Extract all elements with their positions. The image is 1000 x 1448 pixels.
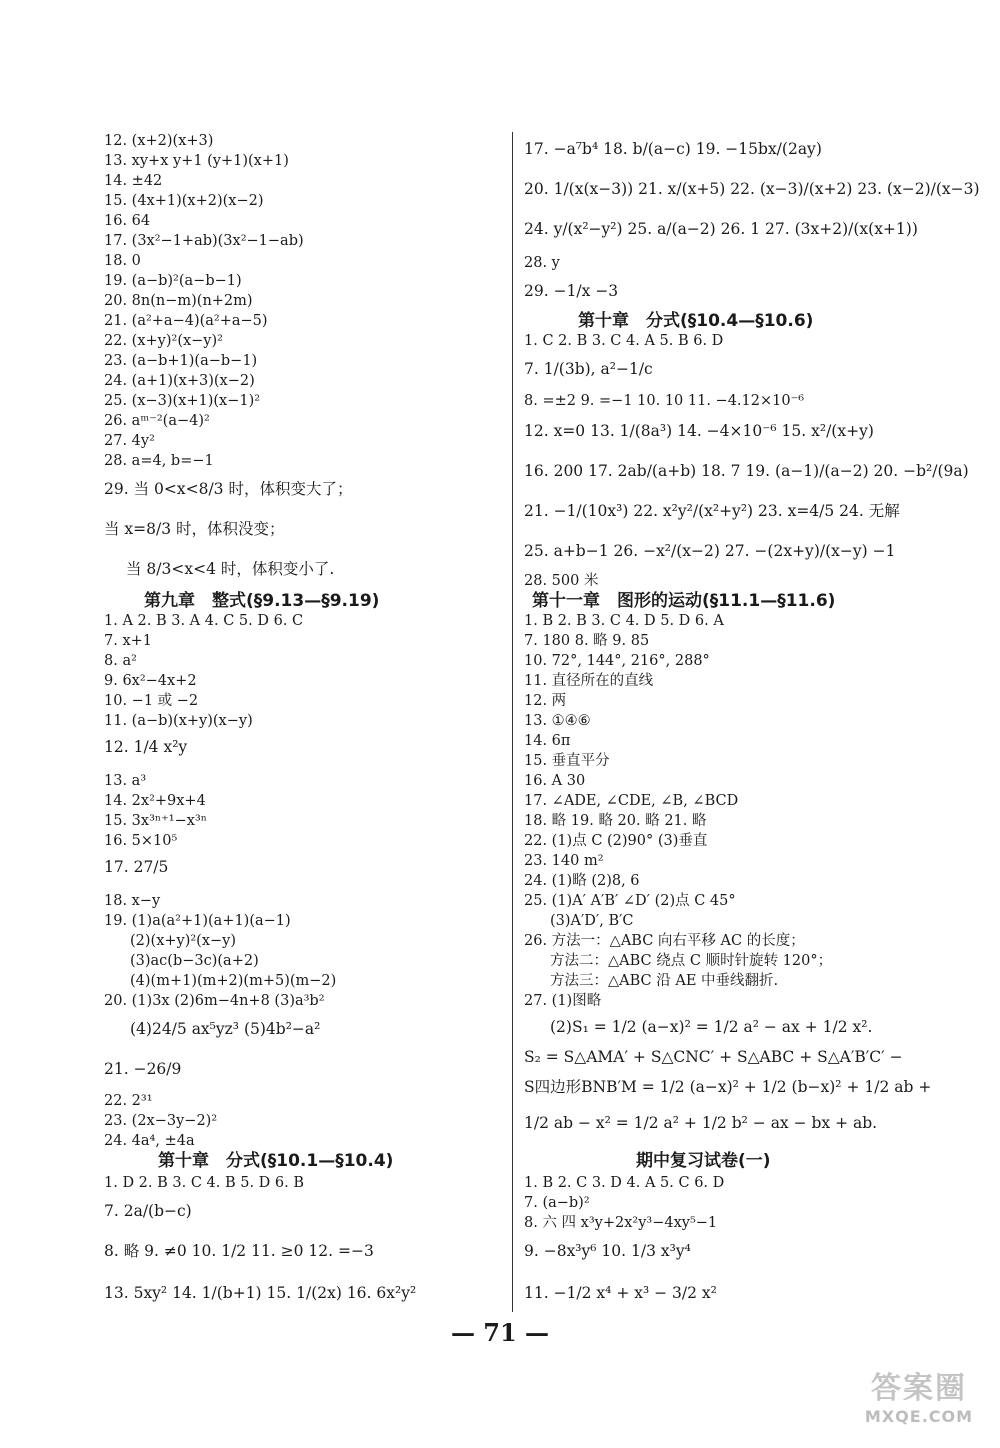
answer-line: 14. ±42	[104, 173, 163, 189]
answer-line: 当 8/3<x<4 时，体积变小了.	[126, 560, 335, 578]
answer-line: 13. xy+x y+1 (y+1)(x+1)	[104, 153, 289, 169]
answer-line: 19. (1)a(a²+1)(a+1)(a−1)	[104, 913, 291, 929]
answer-line: 8. =±2 9. =−1 10. 10 11. −4.12×10⁻⁶	[524, 393, 805, 409]
answer-line: 17. (3x²−1+ab)(3x²−1−ab)	[104, 233, 304, 249]
answer-line: 18. 0	[104, 253, 141, 269]
chapter-heading: 第十章 分式(§10.4—§10.6)	[578, 311, 814, 331]
answer-line: 1. B 2. C 3. D 4. A 5. C 6. D	[524, 1175, 725, 1191]
answer-line: 25. (1)A′ A′B′ ∠D′ (2)点 C 45°	[524, 893, 736, 909]
answer-line: 29. 当 0<x<8/3 时，体积变大了；	[104, 480, 353, 498]
answer-line: 24. 4a⁴, ±4a	[104, 1133, 195, 1149]
answer-line: 13. ①④⑥	[524, 713, 591, 729]
answer-line: 26. aᵐ⁻²(a−4)²	[104, 413, 210, 429]
answer-line: 8. 六 四 x³y+2x²y³−4xy⁵−1	[524, 1215, 718, 1231]
answer-line: (3)A′D′, B′C	[550, 913, 634, 929]
answer-line: 15. (4x+1)(x+2)(x−2)	[104, 193, 264, 209]
answer-line: 21. (a²+a−4)(a²+a−5)	[104, 313, 268, 329]
answer-line: 21. −26/9	[104, 1060, 182, 1078]
answer-line: (3)ac(b−3c)(a+2)	[130, 953, 259, 969]
answer-line: 18. 略 19. 略 20. 略 21. 略	[524, 813, 707, 829]
answer-line: 7. 2a/(b−c)	[104, 1202, 192, 1220]
answer-line: 24. (1)略 (2)8, 6	[524, 873, 640, 889]
answer-line: 16. 64	[104, 213, 151, 229]
chapter-heading: 第十一章 图形的运动(§11.1—§11.6)	[532, 591, 836, 611]
answer-line: 1. D 2. B 3. C 4. B 5. D 6. B	[104, 1175, 305, 1191]
answer-line: 9. −8x³y⁶ 10. 1/3 x³y⁴	[524, 1242, 691, 1260]
answer-line: 12. 1/4 x²y	[104, 738, 188, 756]
answer-line: 24. (a+1)(x+3)(x−2)	[104, 373, 255, 389]
answer-line: 26. 方法一：△ABC 向右平移 AC 的长度；	[524, 933, 805, 949]
answer-line: (2)(x+y)²(x−y)	[130, 933, 237, 949]
answer-line: 17. 27/5	[104, 858, 169, 876]
answer-line: 8. a²	[104, 653, 137, 669]
watermark-logo	[860, 1363, 978, 1426]
answer-line: 7. (a−b)²	[524, 1195, 590, 1211]
answer-line: 29. −1/x −3	[524, 282, 619, 300]
answer-line: 16. A 30	[524, 773, 586, 789]
answer-line: 24. y/(x²−y²) 25. a/(a−2) 26. 1 27. (3x+2)/(x(x+1))	[524, 220, 918, 238]
answer-line: 12. 两	[524, 693, 567, 709]
chapter-heading: 第九章 整式(§9.13—§9.19)	[144, 591, 380, 611]
answer-line: 9. 6x²−4x+2	[104, 673, 197, 689]
answer-line: 11. 直径所在的直线	[524, 673, 654, 689]
answer-line: 18. x−y	[104, 893, 161, 909]
answer-line: 方法三：△ABC 沿 AE 中垂线翻折.	[550, 973, 779, 989]
answer-line: 28. y	[524, 255, 560, 271]
answer-line: 13. 5xy² 14. 1/(b+1) 15. 1/(2x) 16. 6x²y²	[104, 1284, 417, 1302]
answer-line: 22. (1)点 C (2)90° (3)垂直	[524, 833, 708, 849]
answer-line: 12. (x+2)(x+3)	[104, 133, 214, 149]
answer-line: 28. a=4, b=−1	[104, 453, 214, 469]
answer-line: 23. (2x−3y−2)²	[104, 1113, 218, 1129]
answer-line: (4)(m+1)(m+2)(m+5)(m−2)	[130, 973, 337, 989]
answer-line: 15. 垂直平分	[524, 753, 610, 769]
answer-line: 7. 1/(3b), a²−1/c	[524, 360, 653, 378]
answer-line: 27. (1)图略	[524, 993, 602, 1009]
answer-line: 8. 略 9. ≠0 10. 1/2 11. ≥0 12. =−3	[104, 1242, 374, 1260]
answer-line: 21. −1/(10x³) 22. x²y²/(x²+y²) 23. x=4/5 24. 无解	[524, 502, 900, 520]
answer-line: 11. (a−b)(x+y)(x−y)	[104, 713, 253, 729]
answer-line: 20. 1/(x(x−3)) 21. x/(x+5) 22. (x−3)/(x+2) 23. (x−2)/(x−3)	[524, 180, 980, 198]
answer-line: 1. A 2. B 3. A 4. C 5. D 6. C	[104, 613, 304, 629]
answer-line: 23. (a−b+1)(a−b−1)	[104, 353, 258, 369]
answer-line: 10. −1 或 −2	[104, 693, 199, 709]
answer-line: 7. x+1	[104, 633, 152, 649]
answer-line: 16. 5×10⁵	[104, 833, 178, 849]
answer-line: (4)24/5 ax⁵yz³ (5)4b²−a²	[130, 1020, 321, 1038]
answer-line: 当 x=8/3 时，体积没变；	[104, 520, 285, 538]
answer-line: 1. C 2. B 3. C 4. A 5. B 6. D	[524, 333, 724, 349]
answer-line: 13. a³	[104, 773, 147, 789]
answer-line: (2)S₁ = 1/2 (a−x)² = 1/2 a² − ax + 1/2 x².	[550, 1018, 873, 1036]
answer-line: 方法二：△ABC 绕点 C 顺时针旋转 120°；	[550, 953, 833, 969]
page-number: — 71 —	[450, 1318, 550, 1347]
watermark-url: MXQE.COM	[864, 1407, 974, 1426]
answer-line: 17. ∠ADE, ∠CDE, ∠B, ∠BCD	[524, 793, 739, 809]
watermark-text: 答案圈	[871, 1371, 967, 1406]
answer-line: 25. (x−3)(x+1)(x−1)²	[104, 393, 261, 409]
answer-line: 1. B 2. B 3. C 4. D 5. D 6. A	[524, 613, 724, 629]
answer-line: 27. 4y²	[104, 433, 155, 449]
answer-line: S四边形BNB′M = 1/2 (a−x)² + 1/2 (b−x)² + 1/2 ab +	[524, 1078, 932, 1096]
answer-line: 14. 2x²+9x+4	[104, 793, 206, 809]
answer-line: 1/2 ab − x² = 1/2 a² + 1/2 b² − ax − bx + ab.	[524, 1114, 878, 1132]
answer-line: 17. −a⁷b⁴ 18. b/(a−c) 19. −15bx/(2ay)	[524, 140, 822, 158]
answer-line: 20. 8n(n−m)(n+2m)	[104, 293, 253, 309]
answer-line: 15. 3x³ⁿ⁺¹−x³ⁿ	[104, 813, 208, 829]
answer-line: 19. (a−b)²(a−b−1)	[104, 273, 242, 289]
chapter-heading: 第十章 分式(§10.1—§10.4)	[158, 1151, 394, 1171]
answer-line: 23. 140 m²	[524, 853, 604, 869]
answer-line: 10. 72°, 144°, 216°, 288°	[524, 653, 710, 669]
answer-line: 28. 500 米	[524, 573, 599, 589]
answer-line: 22. (x+y)²(x−y)²	[104, 333, 223, 349]
answer-line: S₂ = S△AMA′ + S△CNC′ + S△ABC + S△A′B′C′ −	[524, 1048, 903, 1066]
chapter-heading: 期中复习试卷(一)	[636, 1151, 771, 1171]
column-divider	[512, 132, 513, 1312]
answer-line: 11. −1/2 x⁴ + x³ − 3/2 x²	[524, 1284, 717, 1302]
answer-line: 12. x=0 13. 1/(8a³) 14. −4×10⁻⁶ 15. x²/(x+y)	[524, 422, 874, 440]
answer-line: 25. a+b−1 26. −x²/(x−2) 27. −(2x+y)/(x−y) −1	[524, 542, 896, 560]
answer-line: 16. 200 17. 2ab/(a+b) 18. 7 19. (a−1)/(a−2) 20. −b²/(9a)	[524, 462, 969, 480]
answer-line: 22. 2³¹	[104, 1093, 153, 1109]
answer-line: 20. (1)3x (2)6m−4n+8 (3)a³b²	[104, 993, 325, 1009]
answer-line: 14. 6π	[524, 733, 571, 749]
answer-line: 7. 180 8. 略 9. 85	[524, 633, 650, 649]
